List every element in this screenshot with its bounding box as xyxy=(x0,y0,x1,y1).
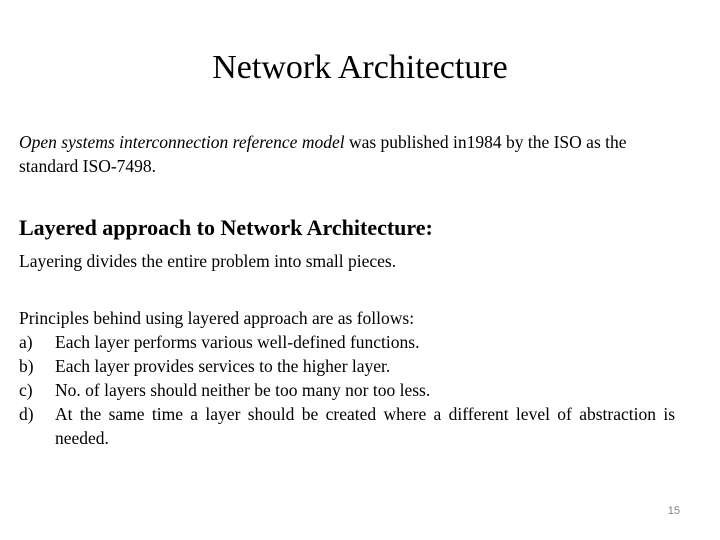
intro-paragraph xyxy=(19,130,675,178)
principles-intro: Principles behind using layered approach are as follows: xyxy=(19,308,415,328)
list-marker: c) xyxy=(19,380,33,400)
principles-section xyxy=(19,306,675,450)
list-item-text: Each layer performs various well-defined functions. xyxy=(55,332,420,352)
list-marker: d) xyxy=(19,404,34,424)
list-item xyxy=(19,378,675,402)
list-item xyxy=(19,402,675,450)
list-item xyxy=(19,330,675,354)
intro-text: was published in1984 by the ISO as the standard ISO-7498. xyxy=(19,132,627,176)
list-item-text: At the same time a layer should be created where a different level of abstraction is needed. xyxy=(55,404,675,448)
page-number: 15 xyxy=(667,505,680,517)
list-item-text: No. of layers should neither be too many nor too less. xyxy=(55,380,431,400)
layering-description: Layering divides the entire problem into small pieces. xyxy=(19,251,397,271)
section-heading: Layered approach to Network Architecture: xyxy=(19,215,433,240)
principles-list xyxy=(19,330,675,450)
intro-italic-term: Open systems interconnection reference model xyxy=(19,132,345,152)
list-marker: a) xyxy=(19,332,33,352)
list-marker: b) xyxy=(19,356,34,376)
slide-title: Network Architecture xyxy=(212,49,508,86)
list-item-text: Each layer provides services to the higher layer. xyxy=(55,356,391,376)
list-item xyxy=(19,354,675,378)
